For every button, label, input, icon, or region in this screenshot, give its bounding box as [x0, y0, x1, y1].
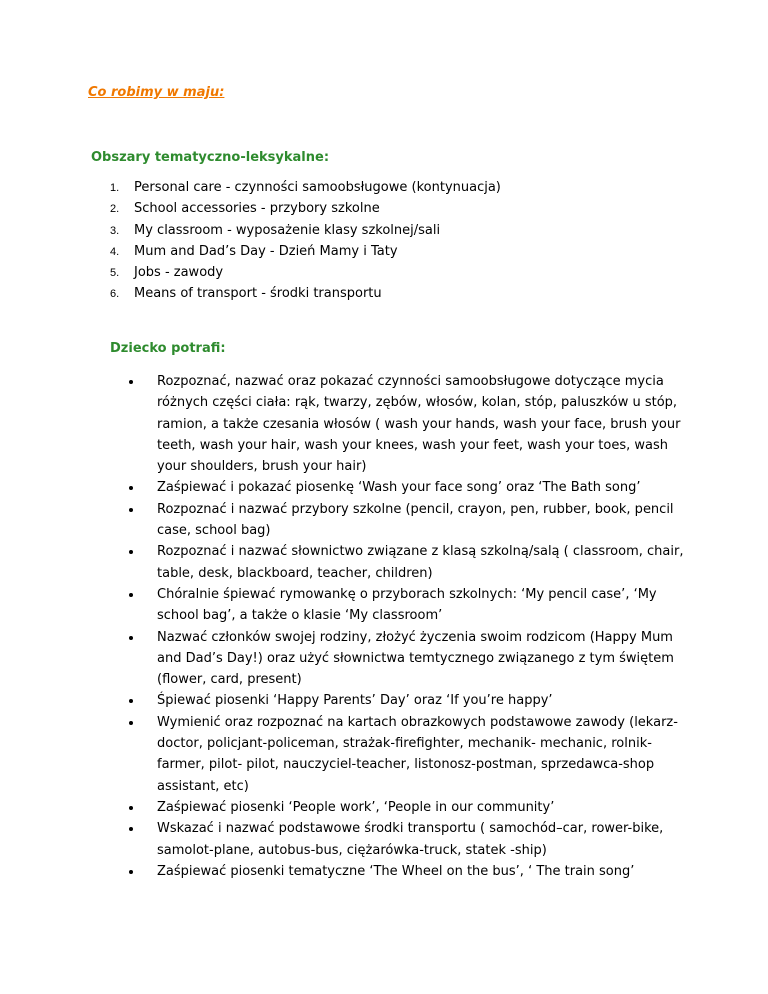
topic-item: [110, 201, 501, 222]
skill-item: [129, 541, 689, 584]
skill-text: Wymienić oraz rozpoznać na kartach obrazkowych podstawowe zawody (lekarz-doctor, policjant-policeman, strażak-firefighter, mechanik- mechanic, rolnik-farmer, pilot- pilot, nauczyciel-teacher, listonosz-postman, sprzedawca-shop assistant, etc): [157, 714, 678, 794]
skill-item: [129, 797, 689, 818]
bullet-icon: [129, 636, 133, 640]
bullet-icon: [129, 827, 133, 831]
bullet-icon: [129, 486, 133, 490]
skill-text: Nazwać członków swojej rodziny, złożyć życzenia swoim rodzicom (Happy Mum and Dad’s Day!) oraz użyć słownictwa temtycznego związanego z tym świętem (flower, card, present): [157, 629, 674, 688]
skill-item: [129, 371, 689, 477]
skill-text: Chóralnie śpiewać rymowankę o przyborach szkolnych: ‘My pencil case’, ‘My school bag’, a także o klasie ‘My classroom’: [157, 586, 657, 624]
page-title: Co robimy w maju:: [88, 85, 225, 100]
skill-item: [129, 861, 689, 882]
skill-item: [129, 584, 689, 627]
skill-text: Śpiewać piosenki ‘Happy Parents’ Day’ oraz ‘If you’re happy’: [157, 693, 553, 709]
topic-item: [110, 244, 501, 265]
bullet-icon: [129, 806, 133, 810]
skill-text: Zaśpiewać piosenki tematyczne ‘The Wheel on the bus’, ‘ The train song’: [157, 863, 635, 879]
topic-text: Mum and Dad’s Day - Dzień Mamy i Taty: [134, 243, 398, 259]
bullet-icon: [129, 550, 133, 554]
bullet-icon: [129, 721, 133, 725]
skill-item: [129, 818, 689, 861]
bullet-icon: [129, 380, 133, 384]
topic-item: [110, 286, 501, 307]
topic-text: School accessories - przybory szkolne: [134, 201, 380, 217]
skill-text: Zaśpiewać i pokazać piosenkę ‘Wash your face song’ oraz ‘The Bath song’: [157, 480, 641, 496]
skill-item: [129, 627, 689, 691]
topic-text: Means of transport - środki transportu: [134, 286, 382, 302]
topic-text: My classroom - wyposażenie klasy szkolnej/sali: [134, 222, 441, 238]
skills-list: [129, 371, 689, 882]
skill-text: Rozpoznać, nazwać oraz pokazać czynności samoobsługowe dotyczące mycia różnych części ciała: rąk, twarzy, zębów, włosów, kolan, stóp, paluszków u stóp, ramion, a także czesania włosów ( wash your hands, wash your face, brush your teeth, wash your hair, wash your knees, wash your feet, wash your toes, wash your shoulders, brush your hair): [157, 374, 681, 475]
skill-item: [129, 477, 689, 498]
bullet-icon: [129, 870, 133, 874]
bullet-icon: [129, 508, 133, 512]
topic-number: 4.: [110, 245, 120, 258]
skills-heading: Dziecko potrafi:: [110, 341, 226, 356]
topic-item: [110, 180, 501, 201]
topic-number: 2.: [110, 203, 120, 216]
topic-item: [110, 265, 501, 286]
topics-list: [110, 180, 501, 308]
topic-text: Personal care - czynności samoobsługowe (kontynuacja): [134, 180, 501, 195]
skill-item: [129, 499, 689, 542]
topic-number: 5.: [110, 267, 120, 280]
topics-heading: Obszary tematyczno-leksykalne:: [91, 150, 330, 165]
skill-text: Wskazać i nazwać podstawowe środki transportu ( samochód–car, rower-bike, samolot-plane, autobus-bus, ciężarówka-truck, statek -ship): [157, 821, 664, 858]
skill-item: [129, 690, 689, 711]
skill-text: Rozpoznać i nazwać słownictwo związane z klasą szkolną/salą ( classroom, chair, table, desk, blackboard, teacher, children): [157, 544, 684, 581]
skill-text: Zaśpiewać piosenki ‘People work’, ‘People in our community’: [157, 799, 555, 815]
skill-item: [129, 712, 689, 797]
topic-item: [110, 223, 501, 244]
bullet-icon: [129, 699, 133, 703]
bullet-icon: [129, 593, 133, 597]
topic-number: 6.: [110, 288, 120, 301]
topic-text: Jobs - zawody: [134, 265, 224, 281]
skill-text: Rozpoznać i nazwać przybory szkolne (pencil, crayon, pen, rubber, book, pencil case, school bag): [157, 501, 674, 539]
topic-number: 3.: [110, 224, 120, 237]
topic-number: 1.: [110, 182, 120, 194]
